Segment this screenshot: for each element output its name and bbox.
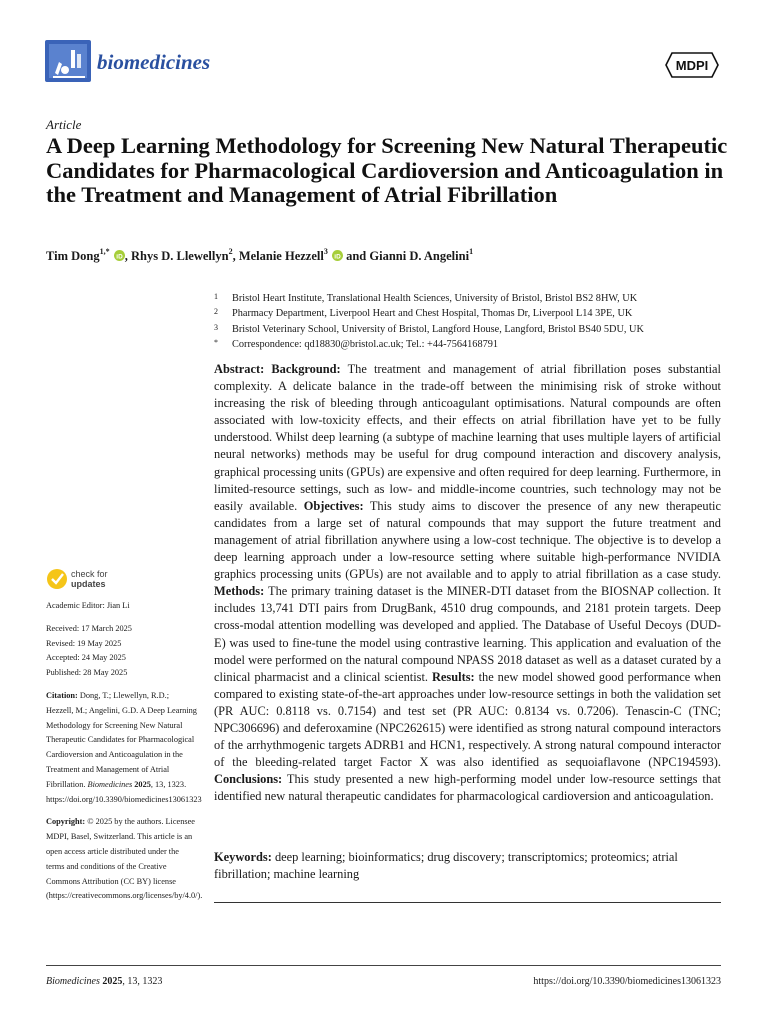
journal-logo-icon [45, 40, 91, 82]
affiliation-text: Bristol Veterinary School, University of Bristol, Langford House, Langford, Bristol BS40 5DU, UK [232, 323, 644, 335]
footer-volume-page: , 13, 1323 [122, 976, 163, 987]
affiliation-row [214, 306, 734, 321]
affiliation-mark: 3 [214, 322, 218, 332]
abstract-background: The treatment and management of atrial fibrillation poses substantial complexity. A delicate balance in the trade-off between the minimising risk of stroke without increasing the risk of bleeding through anticoagulant optimisations. Natural compounds are often associated with low-toxicity effects, and their effects on atrial fibrillation have yet to be fully understood. Whilst deep learning (a subtype of machine learning that uses multiple layers of artificial neural networks) methods may be useful for drug compound interaction and discovery analysis, graphical processing units (GPUs) are expensive and often required for deep learning. Furthermore, in limited-resource settings, such as low- and middle-income countries, such technology may not be easily available. [214, 362, 722, 513]
footer-divider [46, 965, 721, 966]
abstract-methods: The primary training dataset is the MINER-DTI dataset from the BIOSNAP collection. It includes 13,741 DTI pairs from DrugBank, 4510 drug compounds, and 2181 protein targets. Deep cross-modal attention modelling was developed and applied. The Database of Useful Decoys (DUD-E) was used to fine-tune the model using contrastive learning. This application and evaluation of the model were performed on the natural compound NPASS 2018 dataset as well as a dataset curated by a clinical pharmacist and a clinical scientist. [214, 584, 721, 684]
divider [214, 902, 721, 903]
author-affiliation-mark: 1 [469, 247, 474, 256]
abstract-results: the new model showed good performance when compared to existing state-of-the-art approaches under low-resource settings in both the validation set (PR AUC: 0.8118 vs. 0.7154) and test set (PR AUC: 0.8134 vs. 0.7206). Tenascin-C (TNC; NPC306696) and deferoxamine (NPC262615) were identified as strong natural compound interactors of the arrhythmogenic targets ADRB1 and HCN1, respectively. A strong natural compound interactor of the bleeding-related target Factor X was also identified as sequoiaflavone (NPC194593). [214, 669, 721, 770]
results-label: Results: [431, 669, 475, 684]
publisher-name: MDPI [675, 58, 709, 73]
revised-date: Revised: 19 May 2025 [46, 638, 122, 648]
publisher-logo[interactable] [664, 51, 720, 79]
author-separator: , [232, 249, 239, 263]
journal-name[interactable]: biomedicines [97, 50, 211, 74]
svg-text:iD: iD [116, 253, 123, 261]
author-affiliation-mark: 1,* [99, 247, 110, 256]
author-conjunction: and [342, 249, 370, 263]
received-date: Received: 17 March 2025 [46, 623, 132, 633]
copyright-text: © 2025 by the authors. Licensee MDPI, Basel, Switzerland. This article is an open access article distributed under the terms and conditions of the Creative Commons Attribution (CC BY) license (https://creativecommons.org/licenses/by/4.0/). [46, 817, 203, 901]
check-updates-line1: check for [71, 569, 108, 579]
author-affiliation-mark: 2 [228, 247, 233, 256]
author-affiliation-mark: 3 [323, 247, 328, 256]
citation-journal: Biomedicines [87, 779, 133, 789]
check-for-updates-button[interactable] [46, 566, 166, 592]
orcid-icon[interactable] [114, 250, 125, 261]
article-title: A Deep Learning Methodology for Screening New Natural Therapeutic Candidates for Pharmacological Cardioversion and Anticoagulation in the Treatment and Management of Atrial Fibrillation [46, 133, 728, 207]
accepted-date: Accepted: 24 May 2025 [46, 653, 126, 663]
keywords [214, 849, 721, 883]
abstract [214, 361, 721, 805]
background-label: Background: [271, 362, 341, 376]
keywords-text: deep learning; bioinformatics; drug discovery; transcriptomics; proteomics; atrial fibrillation; machine learning [214, 850, 678, 882]
affiliation-row [214, 291, 734, 306]
affiliation-mark: * [214, 337, 218, 347]
footer-citation [46, 976, 162, 987]
affiliation-row [214, 337, 734, 352]
svg-text:iD: iD [334, 253, 341, 261]
affiliation-text: Pharmacy Department, Liverpool Heart and Chest Hospital, Thomas Dr, Liverpool L14 3PE, UK [232, 308, 633, 320]
objectives-label: Objectives: [303, 498, 364, 513]
author-name[interactable]: Rhys D. Llewellyn [130, 249, 229, 263]
footer-doi-link[interactable]: https://doi.org/10.3390/biomedicines13061323 [533, 976, 721, 987]
conclusions-label: Conclusions: [214, 772, 283, 787]
author-separator: , [124, 249, 131, 263]
methods-label: Methods: [214, 584, 265, 599]
footer-year: 2025 [102, 976, 123, 987]
abstract-objectives: This study aims to discover the presence of any new therapeutic candidates from a large set of natural compounds that may support the future treatment and management of atrial fibrillation anywhere using a low-cost technique. The objective is to develop a deep learning approach under a low-resource setting where suitable high-performance NVIDIA graphics processing units (GPUs) are not available and to apply to atrial fibrillation as a case study. [214, 498, 721, 582]
author-name[interactable]: Gianni D. Angelini [369, 249, 470, 263]
sidebar [46, 599, 202, 904]
keywords-label: Keywords: [214, 850, 272, 864]
academic-editor: Academic Editor: Jian Li [46, 601, 130, 610]
citation [46, 689, 202, 807]
citation-rest[interactable]: , 13, 1323. https://doi.org/10.3390/biomedicines13061323 [46, 779, 202, 804]
affiliations [214, 291, 734, 352]
correspondence-text[interactable]: Correspondence: qd18830@bristol.ac.uk; Tel.: +44-7564168791 [232, 338, 499, 350]
author-name[interactable]: Tim Dong [46, 249, 100, 263]
abstract-label: Abstract: [214, 362, 265, 376]
citation-year: 2025 [134, 779, 151, 789]
affiliation-row [214, 322, 734, 337]
copyright-label: Copyright: [46, 817, 86, 827]
affiliation-text: Bristol Heart Institute, Translational Health Sciences, University of Bristol, Bristol BS2 8HW, UK [232, 293, 638, 304]
citation-text: Dong, T.; Llewellyn, R.D.; Hezzell, M.; Angelini, G.D. A Deep Learning Methodology for Screening New Natural Therapeutic Candidates for Pharmacological Cardioversion and Anticoagulation in the Treatment and Management of Atrial Fibrillation. [46, 690, 197, 789]
affiliation-mark: 1 [214, 292, 218, 301]
author-list [46, 249, 746, 264]
footer-journal: Biomedicines [46, 976, 100, 987]
citation-label: Citation: [46, 690, 78, 700]
abstract-conclusions: This study presented a new high-performing model under low-resource settings that identified new natural therapeutic candidates for pharmacological cardioversion and anticoagulation. [214, 772, 721, 804]
check-updates-line2: updates [71, 579, 106, 589]
article-type: Article [46, 117, 82, 132]
affiliation-mark: 2 [214, 307, 218, 317]
copyright [46, 815, 203, 904]
author-name[interactable]: Melanie Hezzell [238, 249, 324, 263]
orcid-icon[interactable] [332, 250, 343, 261]
published-date: Published: 28 May 2025 [46, 668, 128, 678]
